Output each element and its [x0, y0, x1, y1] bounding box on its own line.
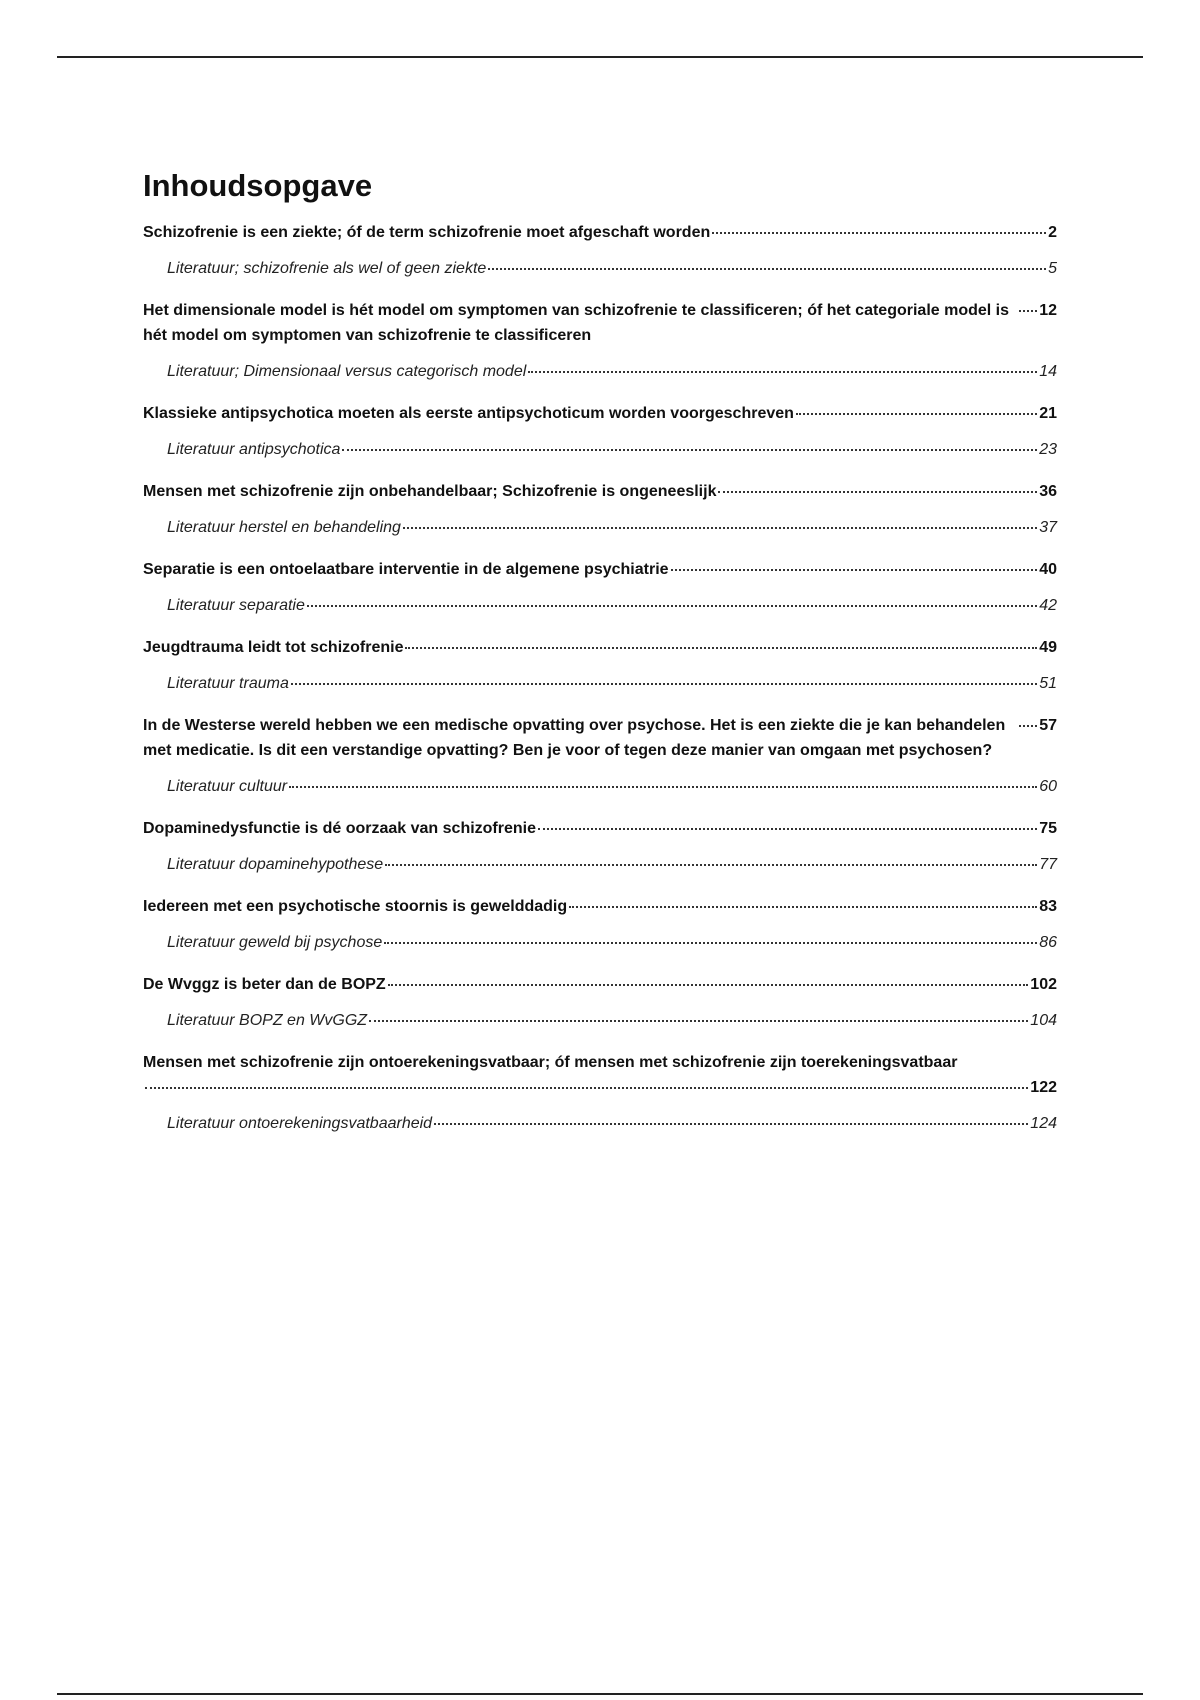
- toc-entry-page: 102: [1030, 976, 1057, 993]
- toc-entry-title: Literatuur; schizofrenie als wel of geen ziekte: [167, 260, 487, 277]
- toc-entry-title: Literatuur geweld bij psychose: [167, 934, 383, 951]
- toc-entry-title: Literatuur separatie: [167, 597, 305, 614]
- toc-entry-page: 37: [1039, 519, 1057, 536]
- toc-entry[interactable]: [143, 972, 1057, 997]
- leader-dots: [569, 906, 1037, 908]
- toc-entry-title: Mensen met schizofrenie zijn onbehandelbaar; Schizofrenie is ongeneeslijk: [143, 483, 717, 500]
- leader-dots: [145, 1087, 1028, 1089]
- leader-dots: [1019, 725, 1037, 727]
- leader-dots: [434, 1123, 1028, 1125]
- toc-subentry[interactable]: [143, 593, 1057, 618]
- toc-entry-title: Schizofrenie is een ziekte; óf de term schizofrenie moet afgeschaft worden: [143, 224, 711, 241]
- toc-entry[interactable]: [143, 557, 1057, 582]
- leader-dots: [488, 268, 1046, 270]
- toc-entry[interactable]: [143, 713, 1057, 763]
- leader-dots: [796, 413, 1037, 415]
- toc-entry-title: De Wvggz is beter dan de BOPZ: [143, 976, 386, 993]
- toc-entry[interactable]: [143, 1050, 1057, 1100]
- toc-entry[interactable]: [143, 816, 1057, 841]
- toc-subentry[interactable]: [143, 1111, 1057, 1136]
- toc-entry-page: 124: [1030, 1115, 1057, 1132]
- toc-entry-title: Literatuur ontoerekeningsvatbaarheid: [167, 1115, 433, 1132]
- toc-subentry[interactable]: [143, 359, 1057, 384]
- toc-entry-page: 75: [1039, 820, 1057, 837]
- toc-entry-page: 40: [1039, 561, 1057, 578]
- toc-entry-title: Literatuur dopaminehypothese: [167, 856, 384, 873]
- toc-subentry[interactable]: [143, 437, 1057, 462]
- toc-entry[interactable]: [143, 220, 1057, 245]
- leader-dots: [712, 232, 1046, 234]
- toc-entry-title: Literatuur; Dimensionaal versus categorisch model: [167, 363, 527, 380]
- toc-subentry[interactable]: [143, 671, 1057, 696]
- toc-entry[interactable]: [143, 401, 1057, 426]
- leader-dots: [385, 864, 1037, 866]
- toc-entry-title: Iedereen met een psychotische stoornis is gewelddadig: [143, 898, 568, 915]
- toc-title: Inhoudsopgave: [143, 168, 373, 203]
- toc-entry-title: Het dimensionale model is hét model om symptomen van schizofrenie te classificeren; óf het categoriale model is hét model om symptomen van schizofrenie te classificeren: [143, 302, 1010, 344]
- toc-entry-page: 57: [1039, 717, 1057, 734]
- toc-subentry[interactable]: [143, 930, 1057, 955]
- leader-dots: [405, 647, 1037, 649]
- toc-entry-title: Jeugdtrauma leidt tot schizofrenie: [143, 639, 404, 656]
- leader-dots: [307, 605, 1037, 607]
- leader-dots: [291, 683, 1037, 685]
- toc-entry-page: 23: [1039, 441, 1057, 458]
- header-rule: [57, 56, 1143, 58]
- leader-dots: [671, 569, 1038, 571]
- toc-entry-title: Separatie is een ontoelaatbare interventie in de algemene psychiatrie: [143, 561, 669, 578]
- toc-entry-page: 86: [1039, 934, 1057, 951]
- leader-dots: [289, 786, 1037, 788]
- toc-entry-title: Mensen met schizofrenie zijn ontoerekeningsvatbaar; óf mensen met schizofrenie zijn toerekeningsvatbaar: [143, 1054, 958, 1071]
- toc-entry-page: 122: [1030, 1079, 1057, 1096]
- leader-dots: [718, 491, 1037, 493]
- toc-entry-title: Literatuur BOPZ en WvGGZ: [167, 1012, 368, 1029]
- toc-subentry[interactable]: [143, 515, 1057, 540]
- toc-entry-page: 12: [1039, 302, 1057, 319]
- toc-entry-page: 83: [1039, 898, 1057, 915]
- toc-entry-title: Literatuur antipsychotica: [167, 441, 341, 458]
- leader-dots: [528, 371, 1037, 373]
- toc-entry-title: Literatuur herstel en behandeling: [167, 519, 401, 536]
- table-of-contents: [143, 168, 1057, 1136]
- leader-dots: [342, 449, 1037, 451]
- toc-entry[interactable]: [143, 298, 1057, 348]
- toc-entry-page: 21: [1039, 405, 1057, 422]
- toc-entry[interactable]: [143, 479, 1057, 504]
- toc-entry-page: 60: [1039, 778, 1057, 795]
- toc-entry[interactable]: [143, 635, 1057, 660]
- toc-entry-title: Literatuur cultuur: [167, 778, 288, 795]
- footer-rule: [57, 1693, 1143, 1695]
- toc-entry-title: In de Westerse wereld hebben we een medische opvatting over psychose. Het is een ziekte die je kan behandelen met medicatie. Is dit een verstandige opvatting? Ben je voor of tegen deze manier van omgaan met psychosen?: [143, 717, 1006, 759]
- toc-subentry[interactable]: [143, 1008, 1057, 1033]
- toc-entry-page: 2: [1048, 224, 1057, 241]
- toc-entry-page: 77: [1039, 856, 1057, 873]
- leader-dots: [384, 942, 1037, 944]
- toc-entry-title: Dopaminedysfunctie is dé oorzaak van schizofrenie: [143, 820, 536, 837]
- toc-entry-page: 14: [1039, 363, 1057, 380]
- leader-dots: [403, 527, 1037, 529]
- toc-entry-page: 104: [1030, 1012, 1057, 1029]
- toc-entry-title: Literatuur trauma: [167, 675, 289, 692]
- leader-dots: [1019, 310, 1037, 312]
- leader-dots: [388, 984, 1029, 986]
- toc-subentry[interactable]: [143, 256, 1057, 281]
- leader-dots: [538, 828, 1037, 830]
- toc-entry[interactable]: [143, 894, 1057, 919]
- toc-entry-page: 42: [1039, 597, 1057, 614]
- toc-entry-page: 5: [1048, 260, 1057, 277]
- toc-subentry[interactable]: [143, 774, 1057, 799]
- toc-entry-page: 51: [1039, 675, 1057, 692]
- toc-entry-page: 49: [1039, 639, 1057, 656]
- leader-dots: [369, 1020, 1028, 1022]
- toc-entry-title: Klassieke antipsychotica moeten als eerste antipsychoticum worden voorgeschreven: [143, 405, 794, 422]
- toc-entry-page: 36: [1039, 483, 1057, 500]
- toc-subentry[interactable]: [143, 852, 1057, 877]
